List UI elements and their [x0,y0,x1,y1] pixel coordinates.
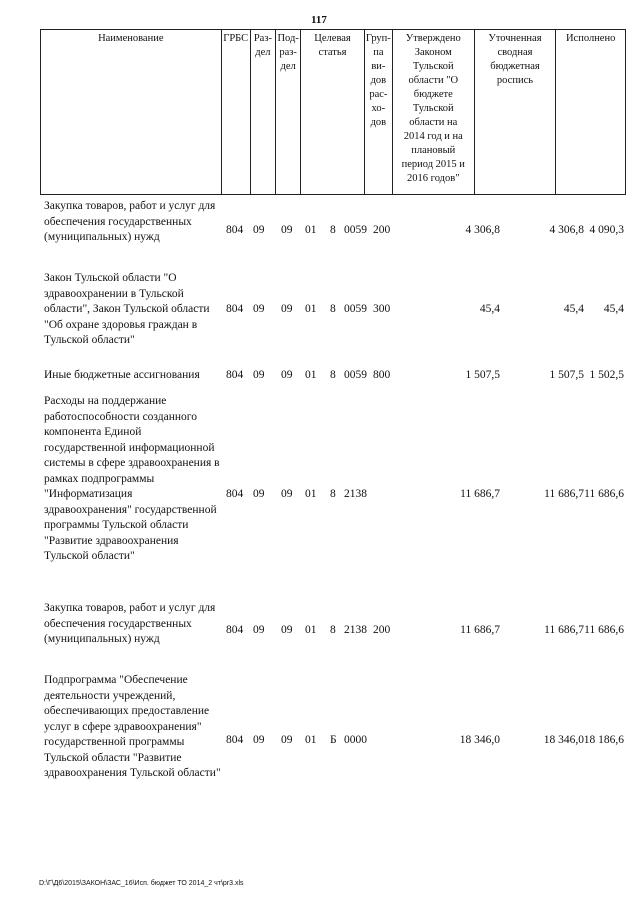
page-number: 117 [311,14,327,26]
file-path-footer: D:\Г\Д6\2015\ЗАКОН\ЗАС_16\Исп. бюджет ТО 2014_2 чт\pr3.xls [39,880,244,887]
header-razdel: Раз- дел [250,30,275,195]
header-ispolneno: Исполнено [556,30,626,195]
header-grbs: ГРБС [221,30,250,195]
header-podrazdel: Под- раз- дел [276,30,301,195]
header-celevaya: Целевая статья [301,30,365,195]
header-vid: Груп- па ви- дов рас- хо- дов [364,30,392,195]
table-header [40,29,626,195]
header-utverzhdeno: Утверждено Законом Тульской области "О бюджете Тульской области на 2014 год и на плановый период 2015 и 2016 годов" [392,30,474,195]
header-utochnennaya: Уточненная сводная бюджетная роспись [474,30,556,195]
header-name: Наименование [41,30,222,195]
